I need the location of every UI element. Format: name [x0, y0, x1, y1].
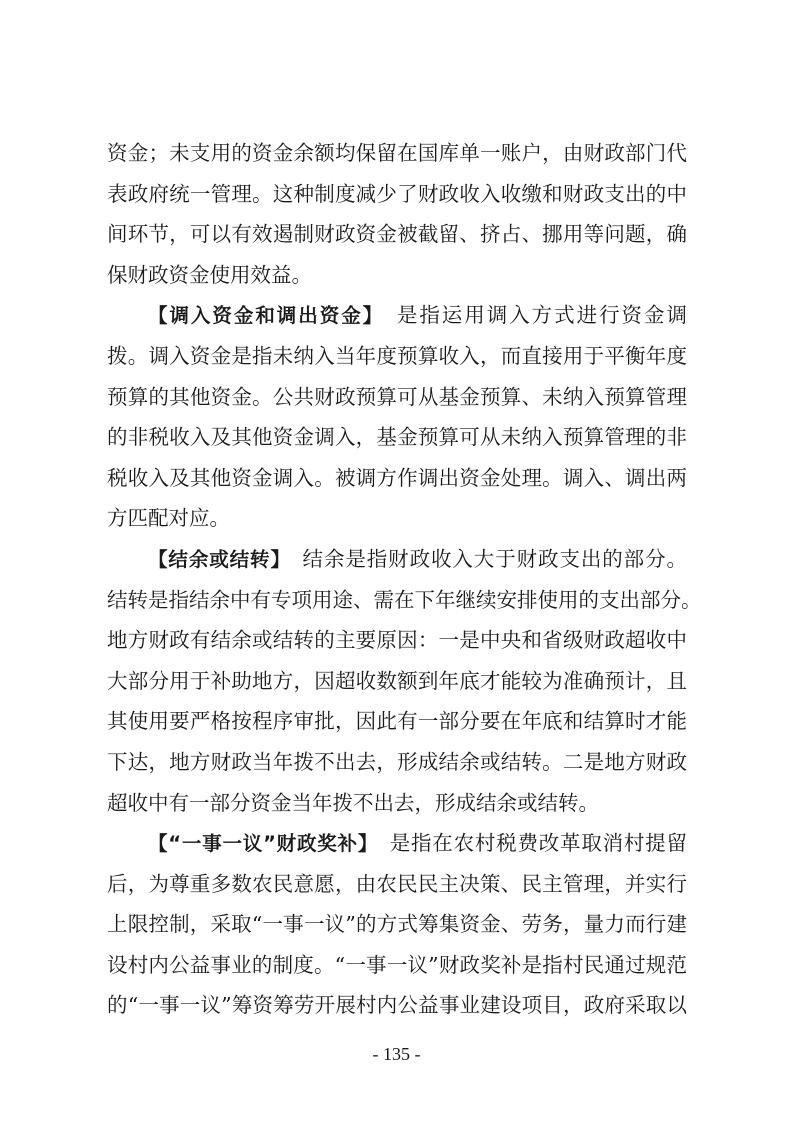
text-line: 资金；未支用的资金余额均保留在国库单一账户，由财政部门代	[107, 141, 687, 165]
text-line: 超收中有一部分资金当年拨不出去，形成结余或结转。	[107, 790, 599, 815]
text-line: 间环节，可以有效遏制财政资金被截留、挤占、挪用等问题，确	[107, 222, 687, 247]
text-line: 结转是指结余中有专项用途、需在下年继续安排使用的支出部分。	[107, 587, 702, 612]
document-body	[107, 133, 702, 1026]
text-line: 的“一事一议”筹资筹劳开展村内公益事业建设项目，政府采取以	[107, 993, 687, 1018]
text-line: 设村内公益事业的制度。“一事一议”财政奖补是指村民通过规范	[107, 952, 687, 977]
text-line: 上限控制，采取“一事一议”的方式筹集资金、劳务，量力而行建	[107, 912, 687, 937]
term-heading: 【调入资金和调出资金】	[148, 304, 375, 328]
text-line: 方匹配对应。	[107, 506, 230, 531]
text-line: 其使用要严格按程序审批，因此有一部分要在年底和结算时才能	[107, 709, 687, 734]
text-span: 是指在农村税费改革取消村提留	[368, 831, 688, 856]
text-line: 拨。调入资金是指未纳入当年度预算收入，而直接用于平衡年度	[107, 343, 687, 368]
text-line: 预算的其他资金。公共财政预算可从基金预算、未纳入预算管理	[107, 384, 687, 409]
paragraph-first-line	[107, 539, 687, 580]
term-heading: 【结余或结转】	[148, 547, 282, 571]
text-line: 税收入及其他资金调入。被调方作调出资金处理。调入、调出两	[107, 465, 687, 490]
paragraph-first-line	[107, 295, 687, 336]
text-line: 后，为尊重多数农民意愿，由农民民主决策、民主管理，并实行	[107, 871, 687, 896]
text-line: 保财政资金使用效益。	[107, 262, 312, 287]
text-line: 表政府统一管理。这种制度减少了财政收入收缴和财政支出的中	[107, 181, 687, 206]
text-line: 的非税收入及其他资金调入，基金预算可从未纳入预算管理的非	[107, 425, 687, 450]
text-line: 地方财政有结余或结转的主要原因：一是中央和省级财政超收中	[107, 628, 687, 653]
text-line: 下达，地方财政当年拨不出去，形成结余或结转。二是地方财政	[107, 749, 687, 774]
text-span: 结余是指财政收入大于财政支出的部分。	[281, 546, 687, 571]
paragraph-first-line	[107, 823, 687, 864]
text-span: 是指运用调入方式进行资金调	[374, 303, 687, 328]
text-line: 大部分用于补助地方，因超收数额到年底才能较为准确预计，且	[107, 668, 687, 693]
page-number: - 135 -	[372, 1044, 421, 1064]
term-heading: 【“一事一议”财政奖补】	[148, 832, 369, 856]
